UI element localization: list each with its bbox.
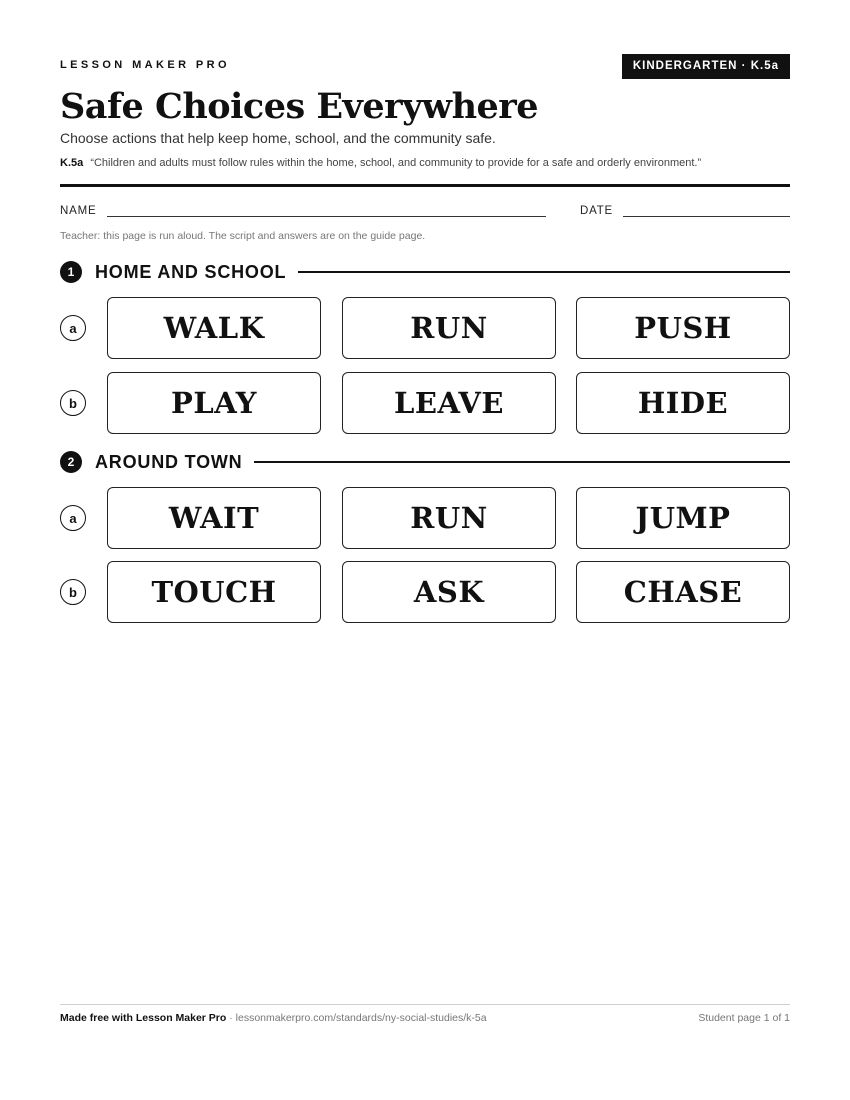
date-label: DATE [580,205,614,217]
header-divider [60,184,790,187]
name-label: NAME [60,205,97,217]
footer-credit: Made free with Lesson Maker Pro [60,1012,227,1024]
footer-page-number: Student page 1 of 1 [698,1012,790,1024]
page-title: Safe Choices Everywhere [60,86,538,127]
section-title: AROUND TOWN [95,451,243,472]
standard-statement [60,157,701,169]
choice-card[interactable]: WALK [107,297,321,359]
section-title: HOME AND SCHOOL [95,261,287,282]
choice-card[interactable]: HIDE [576,372,790,434]
row-letter-badge: b [60,390,86,416]
choice-card[interactable]: CHASE [576,561,790,623]
standard-code: K.5a [60,157,84,169]
choice-card[interactable]: TOUCH [107,561,321,623]
choice-card[interactable]: RUN [342,297,556,359]
section-header-around-town [60,450,790,474]
brand-name: LESSON MAKER PRO [60,59,230,71]
footer-url[interactable]: lessonmakerpro.com/standards/ny-social-studies/k-5a [235,1012,487,1024]
question-row-1b [60,372,790,434]
section-number-badge: 2 [60,451,82,473]
row-letter-badge: b [60,579,86,605]
question-row-2a [60,487,790,549]
question-row-1a [60,297,790,359]
footer-credit-line [60,1012,487,1024]
choice-card[interactable]: LEAVE [342,372,556,434]
choice-card[interactable]: PUSH [576,297,790,359]
choice-card[interactable]: ASK [342,561,556,623]
standard-text: “Children and adults must follow rules within the home, school, and community to provide for a safe and orderly environment.” [90,157,702,169]
page-subtitle: Choose actions that help keep home, school, and the community safe. [60,130,496,146]
footer-divider [60,1004,790,1005]
choice-card[interactable]: WAIT [107,487,321,549]
question-row-2b [60,561,790,623]
choice-card[interactable]: JUMP [576,487,790,549]
choice-card[interactable]: PLAY [107,372,321,434]
teacher-note: Teacher: this page is run aloud. The script and answers are on the guide page. [60,230,426,242]
section-number-badge: 1 [60,261,82,283]
grade-badge: KINDERGARTEN · K.5a [622,54,790,79]
section-header-home-and-school [60,260,790,284]
name-field[interactable] [107,216,546,217]
row-letter-badge: a [60,315,86,341]
row-letter-badge: a [60,505,86,531]
choice-card[interactable]: RUN [342,487,556,549]
date-field[interactable] [623,216,790,217]
footer-separator: · [226,1012,236,1024]
section-divider [254,461,790,463]
section-divider [298,271,790,273]
